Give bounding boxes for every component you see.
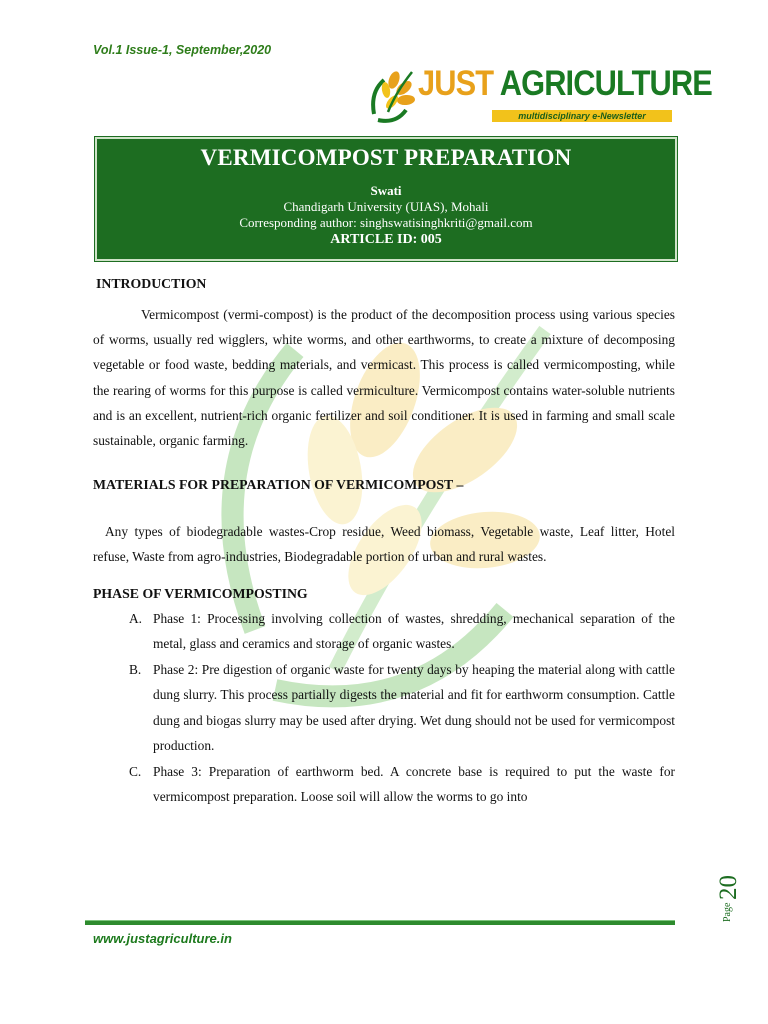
logo-wordmark: [418, 64, 712, 104]
materials-paragraph: Any types of biodegradable wastes-Crop residue, Weed biomass, Vegetable waste, Leaf litter, Hotel refuse, Waste from agro-industries, Biodegradable portion of urban and rural wastes.: [93, 524, 675, 565]
author-name: Swati: [370, 183, 402, 198]
list-item: [93, 606, 675, 657]
logo-just-text: JUST: [418, 64, 494, 103]
list-item: [93, 657, 675, 759]
page-number-value: 20: [715, 875, 742, 900]
logo-tagline: multidisciplinary e-Newsletter: [492, 110, 672, 122]
article-title: VERMICOMPOST PREPARATION: [200, 145, 572, 170]
page-prefix: Page: [722, 902, 733, 922]
materials-heading: MATERIALS FOR PREPARATION OF VERMICOMPOST –: [93, 477, 464, 493]
wheat-logo-icon: [366, 62, 426, 130]
list-item-text: Phase 2: Pre digestion of organic waste for twenty days by heaping the material along with cattle dung slurry. This process partially digests the material and fit for earthworm consumption. Cattle dung and biogas slurry may be used after drying. Wet dung should not be used for vermicompost production.: [153, 661, 675, 754]
list-item-label: A.: [129, 610, 143, 626]
corresponding-author: Corresponding author: singhswatisinghkriti@gmail.com: [239, 215, 533, 230]
phase-list: [93, 606, 675, 810]
page-number: [708, 858, 748, 928]
issue-label: Vol.1 Issue-1, September,2020: [93, 43, 272, 57]
footer-divider: [85, 920, 675, 925]
introduction-paragraph: Vermicompost (vermi-compost) is the product of the decomposition process using various species of worms, usually red wigglers, white worms, and other earthworms, to create a mixture of decomposing vegetable or food waste, bedding materials, and vermicast. This process is called vermicomposting, while the rearing of worms for this purpose is called vermiculture. Vermicompost contains water-soluble nutrients and is an excellent, nutrient-rich organic fertilizer and soil conditioner. It is used in farming and small scale sustainable, organic farming.: [93, 307, 675, 449]
just-agriculture-logo: [366, 62, 712, 130]
title-banner: [95, 137, 677, 261]
phase-heading: PHASE OF VERMICOMPOSTING: [93, 585, 308, 601]
article-id: ARTICLE ID: 005: [330, 232, 442, 247]
list-item-text: Phase 3: Preparation of earthworm bed. A concrete base is required to put the waste for vermicompost preparation. Loose soil will allow the worms to go into: [153, 763, 675, 805]
list-item: [93, 759, 675, 810]
author-affiliation: Chandigarh University (UIAS), Mohali: [283, 199, 489, 214]
list-item-text: Phase 1: Processing involving collection of wastes, shredding, mechanical separation of the metal, glass and ceramics and storage of organic wastes.: [153, 610, 675, 652]
footer-website-link[interactable]: www.justagriculture.in: [93, 931, 232, 946]
list-item-label: B.: [129, 661, 142, 677]
list-item-label: C.: [129, 763, 142, 779]
article-body: [93, 276, 675, 810]
introduction-heading: INTRODUCTION: [96, 276, 207, 291]
logo-agriculture-text: AGRICULTURE: [499, 64, 712, 103]
